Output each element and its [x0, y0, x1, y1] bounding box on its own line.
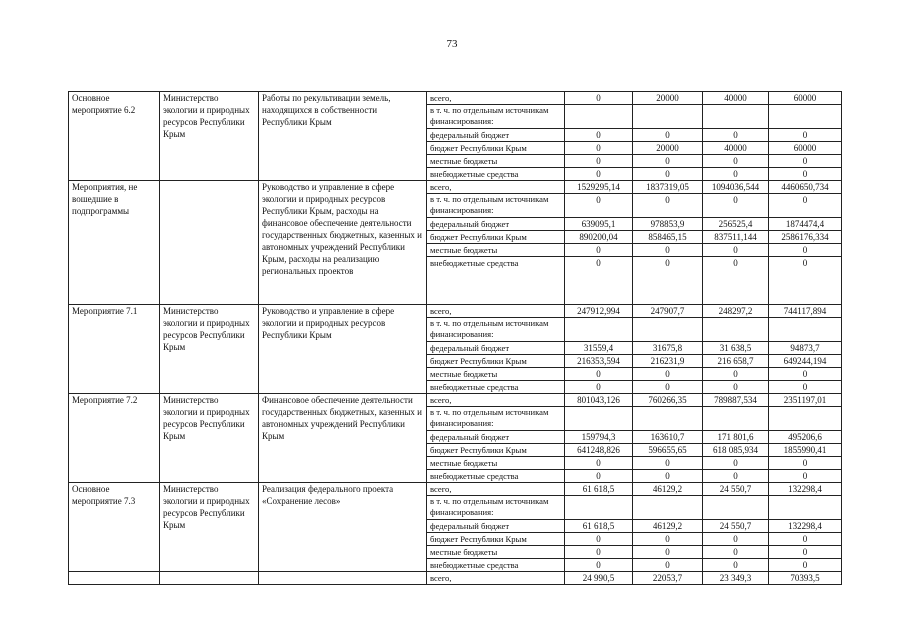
amount-cell: 247912,994: [565, 305, 633, 318]
funding-source-cell: местные бюджеты: [427, 457, 565, 470]
amount-cell: 0: [565, 381, 633, 394]
measure-name-cell: Мероприятия, не вошедшие в подпрограммы: [69, 181, 160, 305]
amount-cell: 23 349,3: [703, 572, 769, 585]
amount-cell: 495206,6: [769, 431, 842, 444]
amount-cell: 801043,126: [565, 394, 633, 407]
amount-cell: 247907,7: [633, 305, 703, 318]
amount-cell: [769, 318, 842, 342]
amount-cell: 0: [769, 194, 842, 218]
amount-cell: 1874474,4: [769, 218, 842, 231]
funding-source-cell: бюджет Республики Крым: [427, 231, 565, 244]
funding-source-cell: местные бюджеты: [427, 368, 565, 381]
funding-source-cell: в т. ч. по отдельным источникам финансирования:: [427, 407, 565, 431]
amount-cell: 0: [703, 194, 769, 218]
amount-cell: 0: [633, 244, 703, 257]
amount-cell: 649244,194: [769, 355, 842, 368]
amount-cell: 0: [703, 155, 769, 168]
amount-cell: 760266,35: [633, 394, 703, 407]
amount-cell: [565, 318, 633, 342]
amount-cell: 0: [565, 470, 633, 483]
funding-source-cell: федеральный бюджет: [427, 129, 565, 142]
funding-source-cell: в т. ч. по отдельным источникам финансирования:: [427, 105, 565, 129]
amount-cell: 94873,7: [769, 342, 842, 355]
amount-cell: 0: [633, 457, 703, 470]
table-body: [69, 92, 842, 585]
amount-cell: 0: [703, 129, 769, 142]
amount-cell: 0: [633, 470, 703, 483]
funding-source-cell: бюджет Республики Крым: [427, 444, 565, 457]
amount-cell: 1094036,544: [703, 181, 769, 194]
amount-cell: 2351197,01: [769, 394, 842, 407]
amount-cell: 0: [703, 457, 769, 470]
amount-cell: 248297,2: [703, 305, 769, 318]
funding-source-cell: местные бюджеты: [427, 155, 565, 168]
funding-source-cell: бюджет Республики Крым: [427, 355, 565, 368]
amount-cell: 46129,2: [633, 520, 703, 533]
amount-cell: 20000: [633, 142, 703, 155]
amount-cell: 159794,3: [565, 431, 633, 444]
amount-cell: 0: [565, 244, 633, 257]
amount-cell: 0: [633, 257, 703, 305]
amount-cell: 0: [565, 533, 633, 546]
amount-cell: 216231,9: [633, 355, 703, 368]
amount-cell: 1837319,05: [633, 181, 703, 194]
amount-cell: 0: [565, 92, 633, 105]
funding-source-cell: всего,: [427, 92, 565, 105]
measure-name-cell: [69, 572, 160, 585]
amount-cell: 0: [633, 129, 703, 142]
executor-cell: Министерство экологии и природных ресурсов Республики Крым: [160, 92, 259, 181]
funding-source-cell: федеральный бюджет: [427, 520, 565, 533]
amount-cell: 216353,594: [565, 355, 633, 368]
amount-cell: 0: [633, 546, 703, 559]
amount-cell: [703, 407, 769, 431]
description-cell: Работы по рекультивации земель, находящихся в собственности Республики Крым: [259, 92, 427, 181]
amount-cell: 0: [703, 168, 769, 181]
amount-cell: 22053,7: [633, 572, 703, 585]
amount-cell: 132298,4: [769, 520, 842, 533]
amount-cell: 60000: [769, 92, 842, 105]
amount-cell: 0: [769, 457, 842, 470]
executor-cell: Министерство экологии и природных ресурсов Республики Крым: [160, 394, 259, 483]
amount-cell: [703, 496, 769, 520]
funding-source-cell: внебюджетные средства: [427, 168, 565, 181]
amount-cell: 0: [703, 559, 769, 572]
amount-cell: 0: [633, 559, 703, 572]
amount-cell: 0: [769, 533, 842, 546]
amount-cell: 0: [769, 381, 842, 394]
amount-cell: 40000: [703, 92, 769, 105]
amount-cell: 641248,826: [565, 444, 633, 457]
amount-cell: 1529295,14: [565, 181, 633, 194]
amount-cell: [703, 318, 769, 342]
description-cell: Реализация федерального проекта «Сохранение лесов»: [259, 483, 427, 572]
amount-cell: 0: [633, 368, 703, 381]
amount-cell: 0: [769, 155, 842, 168]
amount-cell: 61 618,5: [565, 483, 633, 496]
amount-cell: [769, 407, 842, 431]
funding-source-cell: внебюджетные средства: [427, 559, 565, 572]
amount-cell: 46129,2: [633, 483, 703, 496]
funding-source-cell: местные бюджеты: [427, 244, 565, 257]
amount-cell: 70393,5: [769, 572, 842, 585]
measure-name-cell: Основное мероприятие 7.3: [69, 483, 160, 572]
amount-cell: 0: [565, 142, 633, 155]
amount-cell: 0: [565, 257, 633, 305]
amount-cell: [769, 496, 842, 520]
amount-cell: 24 550,7: [703, 520, 769, 533]
table-row: [69, 92, 842, 105]
amount-cell: 0: [565, 129, 633, 142]
funding-source-cell: всего,: [427, 181, 565, 194]
page-number: 73: [446, 38, 458, 50]
amount-cell: 0: [769, 470, 842, 483]
amount-cell: 163610,7: [633, 431, 703, 444]
amount-cell: [633, 318, 703, 342]
funding-source-cell: внебюджетные средства: [427, 470, 565, 483]
amount-cell: 0: [703, 546, 769, 559]
funding-source-cell: бюджет Республики Крым: [427, 533, 565, 546]
funding-source-cell: местные бюджеты: [427, 546, 565, 559]
amount-cell: 858465,15: [633, 231, 703, 244]
table-row: [69, 394, 842, 407]
amount-cell: 0: [703, 257, 769, 305]
funding-source-cell: федеральный бюджет: [427, 342, 565, 355]
amount-cell: 0: [769, 129, 842, 142]
amount-cell: 0: [565, 194, 633, 218]
amount-cell: 4460650,734: [769, 181, 842, 194]
amount-cell: 0: [769, 244, 842, 257]
amount-cell: 0: [633, 168, 703, 181]
description-cell: [259, 572, 427, 585]
amount-cell: 31559,4: [565, 342, 633, 355]
executor-cell: [160, 572, 259, 585]
amount-cell: 0: [769, 546, 842, 559]
description-cell: Финансовое обеспечение деятельности государственных бюджетных, казенных и автономных учреждений Республики Крым: [259, 394, 427, 483]
funding-source-cell: всего,: [427, 572, 565, 585]
amount-cell: [565, 105, 633, 129]
amount-cell: 0: [565, 546, 633, 559]
measure-name-cell: Основное мероприятие 6.2: [69, 92, 160, 181]
amount-cell: 31675,8: [633, 342, 703, 355]
amount-cell: 40000: [703, 142, 769, 155]
amount-cell: 639095,1: [565, 218, 633, 231]
description-cell: Руководство и управление в сфере экологии и природных ресурсов Республики Крым, расходы на финансовое обеспечение деятельности государственных бюджетных, казенных и автономных учреждений Республики Крым, расходы на реализацию региональных проектов: [259, 181, 427, 305]
amount-cell: [633, 496, 703, 520]
amount-cell: 837511,144: [703, 231, 769, 244]
amount-cell: 60000: [769, 142, 842, 155]
amount-cell: 0: [565, 559, 633, 572]
amount-cell: [633, 407, 703, 431]
amount-cell: [633, 105, 703, 129]
amount-cell: 24 990,5: [565, 572, 633, 585]
amount-cell: 0: [565, 168, 633, 181]
amount-cell: 0: [565, 457, 633, 470]
amount-cell: 0: [565, 155, 633, 168]
table-row: [69, 483, 842, 496]
funding-source-cell: в т. ч. по отдельным источникам финансирования:: [427, 318, 565, 342]
amount-cell: 20000: [633, 92, 703, 105]
executor-cell: [160, 181, 259, 305]
amount-cell: [565, 496, 633, 520]
funding-source-cell: всего,: [427, 483, 565, 496]
amount-cell: 0: [703, 381, 769, 394]
amount-cell: 744117,894: [769, 305, 842, 318]
amount-cell: 24 550,7: [703, 483, 769, 496]
financing-table: [68, 91, 842, 585]
amount-cell: 596655,65: [633, 444, 703, 457]
amount-cell: 0: [769, 559, 842, 572]
funding-source-cell: в т. ч. по отдельным источникам финансирования:: [427, 496, 565, 520]
executor-cell: Министерство экологии и природных ресурсов Республики Крым: [160, 305, 259, 394]
table-row: [69, 572, 842, 585]
amount-cell: 0: [633, 155, 703, 168]
description-cell: Руководство и управление в сфере экологии и природных ресурсов Республики Крым: [259, 305, 427, 394]
amount-cell: 0: [703, 368, 769, 381]
funding-source-cell: бюджет Республики Крым: [427, 142, 565, 155]
funding-source-cell: в т. ч. по отдельным источникам финансирования:: [427, 194, 565, 218]
amount-cell: 216 658,7: [703, 355, 769, 368]
amount-cell: 978853,9: [633, 218, 703, 231]
measure-name-cell: Мероприятие 7.2: [69, 394, 160, 483]
executor-cell: Министерство экологии и природных ресурсов Республики Крым: [160, 483, 259, 572]
table-row: [69, 181, 842, 194]
amount-cell: 0: [769, 168, 842, 181]
funding-source-cell: внебюджетные средства: [427, 381, 565, 394]
amount-cell: 618 085,934: [703, 444, 769, 457]
amount-cell: 2586176,334: [769, 231, 842, 244]
amount-cell: [565, 407, 633, 431]
amount-cell: 1855990,41: [769, 444, 842, 457]
amount-cell: 0: [703, 470, 769, 483]
amount-cell: 132298,4: [769, 483, 842, 496]
amount-cell: 171 801,6: [703, 431, 769, 444]
measure-name-cell: Мероприятие 7.1: [69, 305, 160, 394]
amount-cell: 0: [633, 533, 703, 546]
amount-cell: 0: [769, 368, 842, 381]
amount-cell: 0: [633, 194, 703, 218]
amount-cell: 0: [565, 368, 633, 381]
amount-cell: [769, 105, 842, 129]
funding-source-cell: федеральный бюджет: [427, 431, 565, 444]
amount-cell: 0: [703, 533, 769, 546]
amount-cell: 0: [633, 381, 703, 394]
amount-cell: 890200,04: [565, 231, 633, 244]
funding-source-cell: внебюджетные средства: [427, 257, 565, 305]
amount-cell: 0: [703, 244, 769, 257]
amount-cell: 256525,4: [703, 218, 769, 231]
amount-cell: 789887,534: [703, 394, 769, 407]
table-row: [69, 305, 842, 318]
funding-source-cell: федеральный бюджет: [427, 218, 565, 231]
funding-source-cell: всего,: [427, 305, 565, 318]
amount-cell: 61 618,5: [565, 520, 633, 533]
funding-source-cell: всего,: [427, 394, 565, 407]
amount-cell: 0: [769, 257, 842, 305]
amount-cell: [703, 105, 769, 129]
amount-cell: 31 638,5: [703, 342, 769, 355]
